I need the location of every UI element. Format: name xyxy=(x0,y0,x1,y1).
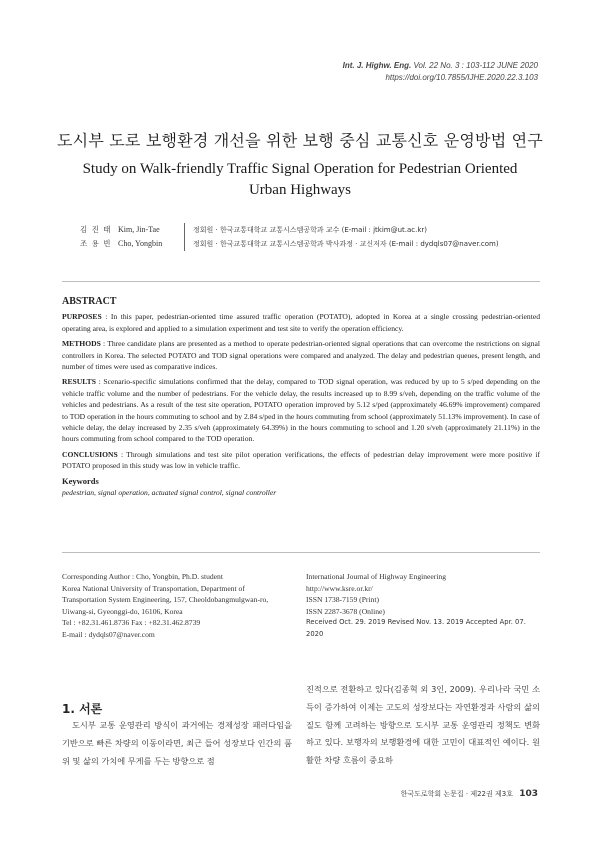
body-text-right-column: 진적으로 전환하고 있다(김종혁 외 3인, 2009). 우리나라 국민 소득이 증가하여 이제는 고도의 성장보다는 자연환경과 사람의 삶의 질도 함께 고려하는 방향으로 도시부 교통 운영관리 정책도 변화하고 있다. 보행자의 보행환경에 대한 고민이 대표적인 예이다. 원활한 차량 흐름이 중요하 xyxy=(306,684,540,766)
author-name-korean: 김 진 태 xyxy=(80,225,112,234)
author-name-korean: 조 용 빈 xyxy=(80,239,112,248)
author-divider xyxy=(184,223,185,237)
author-divider xyxy=(184,237,185,251)
corresponding-email: E-mail : dydqls07@naver.com xyxy=(62,629,155,639)
issn-online: ISSN 2287-3678 (Online) xyxy=(306,606,385,616)
results-text: : Scenario-specific simulations confirmed that the delay, compared to TOD signal operation, was reduced by up to 5 s/ped depending on the vehicle traffic volume and the number of pedestrians. For the vehicle delay, the results increased up to 8.99 s/veh, depending on the traffic volume of the vehicles and pedestrians. As a result of the test site operation, POTATO operation improved by 5.12 s/ped (approximately 46.69% improvement) compared to TOD operation in the hours commuting to school and by 2.84 s/ped in the hours commuting from school (approximately 51.13% improvement). In case of vehicle delay, the delay increased by 2.35 s/veh (approximately 64.39%) in the hours commuting to school and 1.20 s/veh (approximately 21.11%) in the hours commuting from school compared to the TOD operation. xyxy=(62,377,540,444)
conclusions-label: CONCLUSIONS xyxy=(62,449,118,459)
author-affiliation: 정회원 · 한국교통대학교 교통시스템공학과 박사과정 · 교신저자 (E-mail : dydqls07@naver.com) xyxy=(193,240,499,248)
corresponding-author-block xyxy=(62,571,292,640)
doi-link[interactable]: https://doi.org/10.7855/IJHE.2020.22.3.103 xyxy=(385,73,538,82)
paper-title-english xyxy=(70,159,530,201)
paper-title-english-line2: Urban Highways xyxy=(248,182,352,198)
author-row xyxy=(80,237,499,251)
page-number: 103 xyxy=(519,789,538,799)
author-name-english: Kim, Jin-Tae xyxy=(118,225,160,234)
purposes-text: : In this paper, pedestrian-oriented time assured traffic operation (POTATO), adopted in Korea at a single crossing pedestrian-oriented operating area, is explored and applied to a simulation experiment and test site to verify the operation efficiency. xyxy=(62,312,540,333)
results-label: RESULTS xyxy=(62,377,96,387)
corresponding-line: Corresponding Author : Cho, Yongbin, Ph.D. student xyxy=(62,572,223,581)
author-affiliation: 정회원 · 한국교통대학교 교통시스템공학과 교수 (E-mail : jtkim@ut.ac.kr) xyxy=(193,226,428,234)
corresponding-line: Tel : +82.31.461.8736 Fax : +82.31.462.8739 xyxy=(62,618,201,627)
journal-url[interactable]: http://www.ksre.or.kr/ xyxy=(306,583,373,593)
paper-title-korean: 도시부 도로 보행환경 개선을 위한 보행 중심 교통신호 운영방법 연구 xyxy=(57,131,543,150)
section-heading: 1. 서론 xyxy=(62,702,103,716)
author-row xyxy=(80,223,499,237)
keywords-heading: Keywords xyxy=(62,475,99,486)
keywords-text: pedestrian, signal operation, actuated signal control, signal controller xyxy=(62,488,277,498)
paper-title-english-line1: Study on Walk-friendly Traffic Signal Operation for Pedestrian Oriented xyxy=(82,161,518,177)
page-footer xyxy=(401,789,538,799)
corresponding-line: Uiwang-si, Gyeonggi-do, 16106, Korea xyxy=(62,606,183,616)
journal-info-block xyxy=(306,571,540,640)
author-name-english: Cho, Yongbin xyxy=(118,239,163,248)
corresponding-line: Korea National University of Transportation, Department of xyxy=(62,583,245,593)
abstract-heading: ABSTRACT xyxy=(62,296,117,307)
abstract-results xyxy=(62,376,540,444)
publication-dates: Received Oct. 29. 2019 Revised Nov. 13. 2019 Accepted Apr. 07. 2020 xyxy=(306,618,526,638)
journal-header xyxy=(343,60,538,84)
footer-journal: 한국도로학회 논문집 · 제22권 제3호 xyxy=(400,790,513,798)
methods-text: : Three candidate plans are presented as a method to operate pedestrian-oriented signal operations that can overcome the restrictions on signal controllers in Korea. The selected POTATO and TOD signal operations were compared and analyzed. The delay and pedestrian queues, present length, and number of times were used as comparative indices. xyxy=(62,339,540,372)
body-text-left-column: 도시부 교통 운영관리 방식이 과거에는 경제성장 패러다임을 기반으로 빠른 차량의 이동이라면, 최근 들어 성장보다 인간의 품위 및 삶의 가치에 무게를 두는 방향으로 점 xyxy=(62,720,292,766)
author-list xyxy=(80,223,499,251)
journal-name: International Journal of Highway Engineering xyxy=(306,572,447,581)
journal-abbrev: Int. J. Highw. Eng. xyxy=(342,61,412,70)
journal-issue: Vol. 22 No. 3 : 103-112 JUNE 2020 xyxy=(413,61,538,70)
abstract-section xyxy=(62,296,540,499)
methods-label: METHODS xyxy=(62,339,101,349)
divider-bottom xyxy=(62,552,540,553)
conclusions-text: : Through simulations and test site pilot operation verifications, the effects of pedestrian delay improvement were more positive if POTATO proposed in this study was low in vehicle traffic. xyxy=(62,449,540,471)
abstract-purposes xyxy=(62,311,540,334)
issn-print: ISSN 1738-7159 (Print) xyxy=(306,595,379,604)
abstract-conclusions xyxy=(62,449,540,472)
abstract-methods xyxy=(62,338,540,372)
divider-top xyxy=(62,281,540,282)
purposes-label: PURPOSES xyxy=(62,312,102,322)
corresponding-line: Transportation System Engineering, 157, Cheoldobangmulgwan-ro, xyxy=(62,595,269,604)
